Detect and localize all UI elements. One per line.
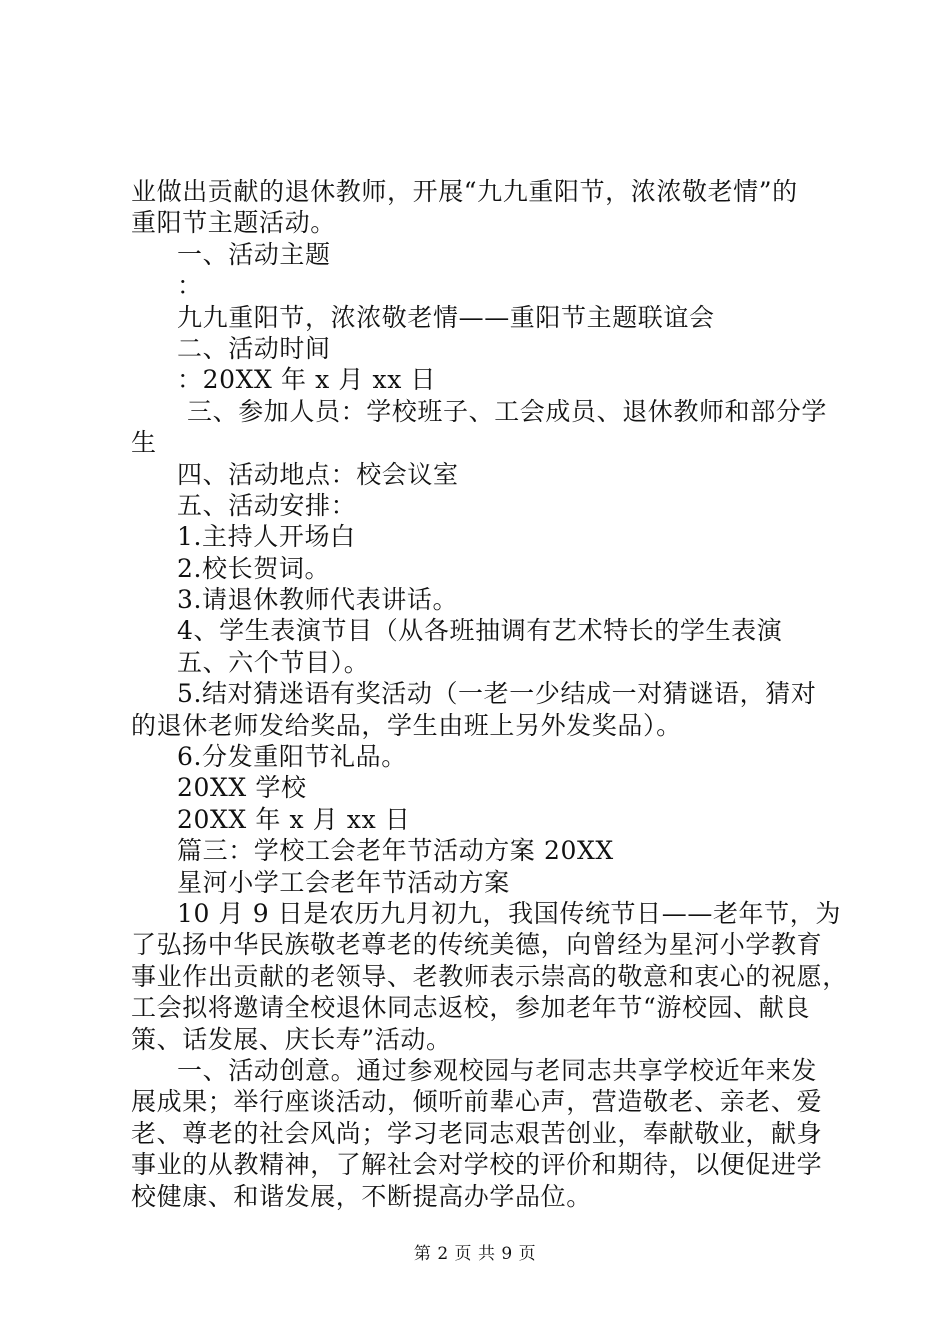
paragraph-line: 重阳节主题活动。 (131, 208, 336, 238)
paragraph-line: 校健康、和谐发展，不断提高办学品位。 (131, 1181, 592, 1211)
list-item: 4、学生表演节目（从各班抽调有艺术特长的学生表演 (177, 616, 783, 646)
paragraph-line: 老、尊老的社会风尚；学习老同志艰苦创业，奉献敬业，献身 (131, 1118, 823, 1148)
paragraph-line: 业做出贡献的退休教师，开展“九九重阳节，浓浓敬老情”的 (131, 177, 798, 206)
page-indicator: 第 2 页 共 9 页 (413, 1244, 537, 1264)
list-item: 5.结对猜迷语有奖活动（一老一少结成一对猜谜语，猜对 (177, 679, 817, 709)
section-heading: 四、活动地点：校会议室 (177, 459, 459, 489)
list-item: 6.分发重阳节礼品。 (177, 742, 407, 772)
paragraph-line: 策、话发展、庆长寿”活动。 (131, 1024, 452, 1054)
paragraph-line: 事业作出贡献的老领导、老教师表示崇高的敬意和衷心的祝愿， (131, 961, 848, 991)
date-line: 20XX 年 x 月 xx 日 (177, 804, 411, 834)
paragraph-line: 的退休老师发给奖品，学生由班上另外发奖品）。 (131, 710, 682, 740)
paragraph-line: 工会拟将邀请全校退休同志返校，参加老年节“游校园、献良 (131, 993, 810, 1023)
list-item: 3.请退休教师代表讲话。 (177, 585, 459, 615)
document-body (131, 176, 848, 1212)
section-heading: 一、活动主题 (177, 239, 331, 269)
paragraph-line: 展成果；举行座谈活动，倾听前辈心声，营造敬老、亲老、爱 (131, 1087, 823, 1117)
paragraph-line: 事业的从教精神，了解社会对学校的评价和期待，以便促进学 (131, 1150, 823, 1180)
paragraph-line: 生 (131, 428, 157, 458)
document-title: 星河小学工会老年节活动方案 (177, 867, 510, 897)
paragraph-line: 一、活动创意。通过参观校园与老同志共享学校近年来发 (177, 1055, 818, 1085)
paragraph-line: ： (177, 271, 203, 301)
paragraph-line: 了弘扬中华民族敬老尊老的传统美德，向曾经为星河小学教育 (131, 930, 823, 960)
list-item: 1.主持人开场白 (177, 522, 356, 552)
list-item: 2.校长贺词。 (177, 553, 331, 583)
paragraph-line: 九九重阳节，浓浓敬老情——重阳节主题联谊会 (177, 302, 715, 332)
section-heading: 五、活动安排： (177, 490, 357, 520)
chapter-heading: 篇三：学校工会老年节活动方案 20XX (177, 836, 614, 866)
paragraph-line: 10 月 9 日是农历九月初九，我国传统节日——老年节，为 (177, 898, 841, 928)
section-heading: 二、活动时间 (177, 333, 331, 363)
paragraph-line: ：20XX 年 x 月 xx 日 (177, 365, 437, 395)
section-heading: 三、参加人员：学校班子、工会成员、退休教师和部分学 (187, 396, 828, 426)
list-item: 五、六个节目）。 (177, 647, 370, 677)
signature-line: 20XX 学校 (177, 773, 307, 803)
